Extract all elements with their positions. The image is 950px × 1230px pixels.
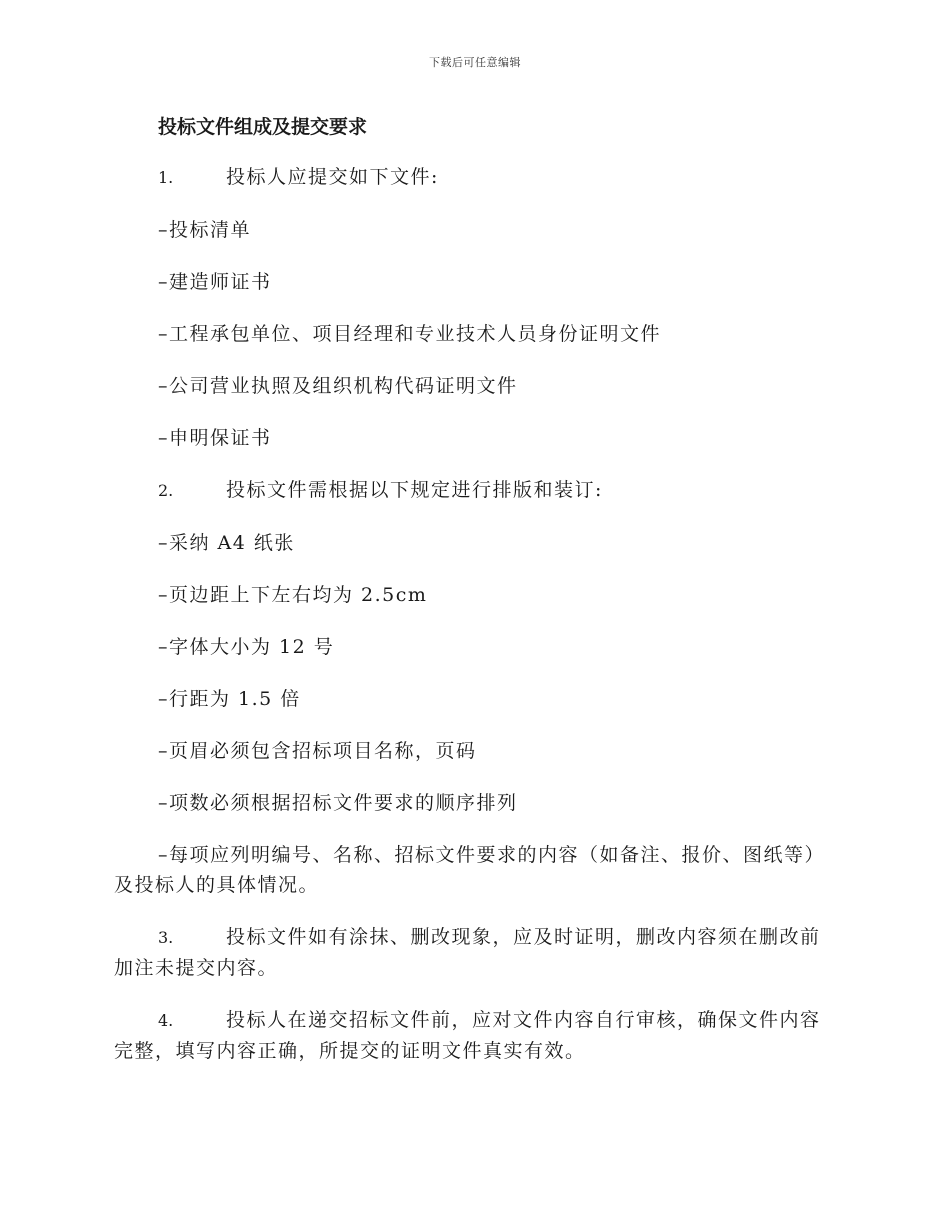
list-item-multiline: –每项应列明编号、名称、招标文件要求的内容（如备注、报价、图纸等）及投标人的具体情况。 bbox=[114, 844, 826, 896]
item-1 bbox=[114, 162, 834, 193]
list-item: –申明保证书 bbox=[158, 427, 272, 449]
list-item: –字体大小为 12 号 bbox=[158, 636, 335, 658]
item-2 bbox=[114, 475, 834, 506]
item-2-text: 投标文件需根据以下规定进行排版和装订: bbox=[226, 479, 603, 501]
item-1-text: 投标人应提交如下文件: bbox=[226, 166, 439, 188]
list-item: –公司营业执照及组织机构代码证明文件 bbox=[158, 375, 518, 397]
list-item: –页边距上下左右均为 2.5cm bbox=[158, 584, 428, 606]
item-2-number: 2. bbox=[158, 481, 174, 500]
item-1-number: 1. bbox=[158, 168, 174, 187]
list-item: –页眉必须包含招标项目名称，页码 bbox=[158, 740, 477, 762]
document-body bbox=[114, 112, 834, 1088]
list-item: –采纳 A4 纸张 bbox=[158, 532, 295, 554]
item-3-number: 3. bbox=[158, 928, 174, 947]
item-4-number: 4. bbox=[158, 1011, 174, 1030]
page-header-note: 下载后可任意编辑 bbox=[429, 56, 521, 69]
list-item: –工程承包单位、项目经理和专业技术人员身份证明文件 bbox=[158, 323, 662, 345]
list-item: –建造师证书 bbox=[158, 271, 272, 293]
item-3 bbox=[114, 922, 834, 983]
list-item: –行距为 1.5 倍 bbox=[158, 688, 301, 710]
item-3-text: 投标文件如有涂抹、删改现象，应及时证明，删改内容须在删改前加注未提交内容。 bbox=[114, 926, 821, 979]
item-4 bbox=[114, 1005, 834, 1066]
list-item: –项数必须根据招标文件要求的顺序排列 bbox=[158, 792, 518, 814]
document-title: 投标文件组成及提交要求 bbox=[158, 116, 368, 138]
list-item: –投标清单 bbox=[158, 219, 252, 241]
item-4-text: 投标人在递交招标文件前，应对文件内容自行审核，确保文件内容完整，填写内容正确，所提交的证明文件真实有效。 bbox=[114, 1009, 821, 1062]
